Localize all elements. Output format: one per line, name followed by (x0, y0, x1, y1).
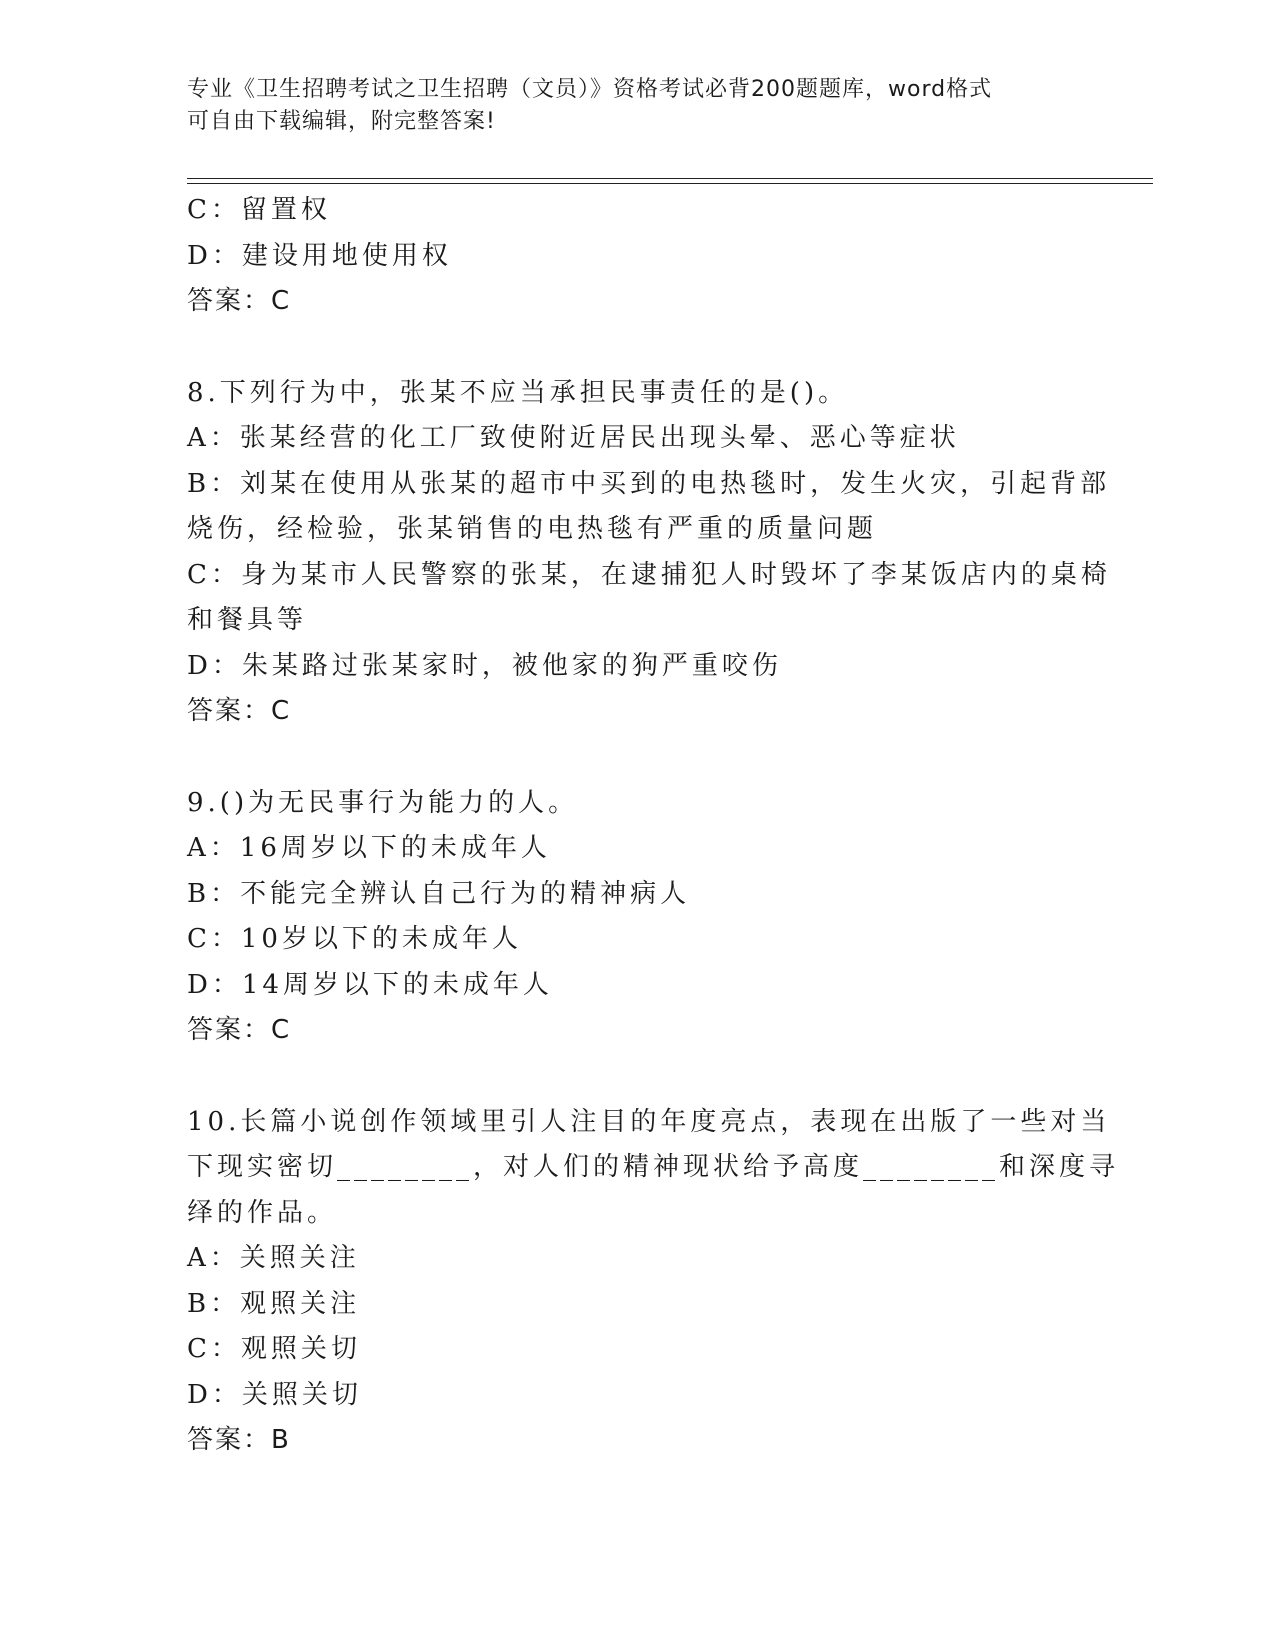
spacer (187, 735, 1087, 781)
answer-line: 答案：B (187, 1425, 291, 1455)
question-10 (187, 1100, 1120, 1464)
header-divider-bottom (187, 183, 1153, 184)
previous-question-tail (187, 188, 1087, 325)
option-c-line-1: C：身为某市人民警察的张某，在逮捕犯人时毁坏了李某饭店内的桌椅 (187, 559, 1111, 590)
option-c-line-2: 和餐具等 (187, 605, 308, 635)
option-d: D：建设用地使用权 (187, 240, 452, 271)
answer-line: 答案：C (187, 1015, 292, 1045)
header-title-line-1: 专业《卫生招聘考试之卫生招聘（文员）》资格考试必背200题题库，word格式 (187, 77, 993, 102)
question-content (187, 188, 1120, 1464)
option-c: C：留置权 (187, 195, 331, 225)
option-a: A：关照关注 (187, 1243, 360, 1273)
header-title-line-2: 可自由下载编辑，附完整答案! (187, 109, 496, 134)
spacer (187, 1054, 1087, 1100)
question-stem-line-3: 绎的作品。 (187, 1197, 338, 1228)
option-b-line-2: 烧伤，经检验，张某销售的电热毯有严重的质量问题 (187, 514, 878, 544)
option-c: C：10岁以下的未成年人 (187, 924, 522, 954)
question-stem-line-1: 10.长篇小说创作领域里引人注目的年度亮点，表现在出版了一些对当 (187, 1106, 1111, 1137)
spacer (187, 325, 1087, 371)
question-9 (187, 781, 1087, 1054)
option-b: B：不能完全辨认自己行为的精神病人 (187, 878, 691, 909)
option-d: D：朱某路过张某家时，被他家的狗严重咬伤 (187, 650, 782, 681)
question-stem-line-2: 下现实密切________，对人们的精神现状给予高度________和深度寻 (187, 1152, 1120, 1182)
question-8 (187, 371, 1111, 735)
option-b-line-1: B：刘某在使用从张某的超市中买到的电热毯时，发生火灾，引起背部 (187, 468, 1111, 499)
answer-line: 答案：C (187, 696, 292, 726)
question-stem: 8.下列行为中，张某不应当承担民事责任的是()。 (187, 377, 849, 408)
option-a: A：16周岁以下的未成年人 (187, 833, 551, 863)
option-c: C：观照关切 (187, 1334, 361, 1364)
document-header (187, 74, 1067, 138)
option-a: A：张某经营的化工厂致使附近居民出现头晕、恶心等症状 (187, 423, 960, 453)
question-stem: 9.()为无民事行为能力的人。 (187, 787, 579, 818)
option-b: B：观照关注 (187, 1288, 361, 1319)
option-d: D：14周岁以下的未成年人 (187, 969, 553, 1000)
header-divider-top (187, 178, 1153, 179)
answer-line: 答案：C (187, 286, 292, 316)
option-d: D：关照关切 (187, 1379, 362, 1410)
